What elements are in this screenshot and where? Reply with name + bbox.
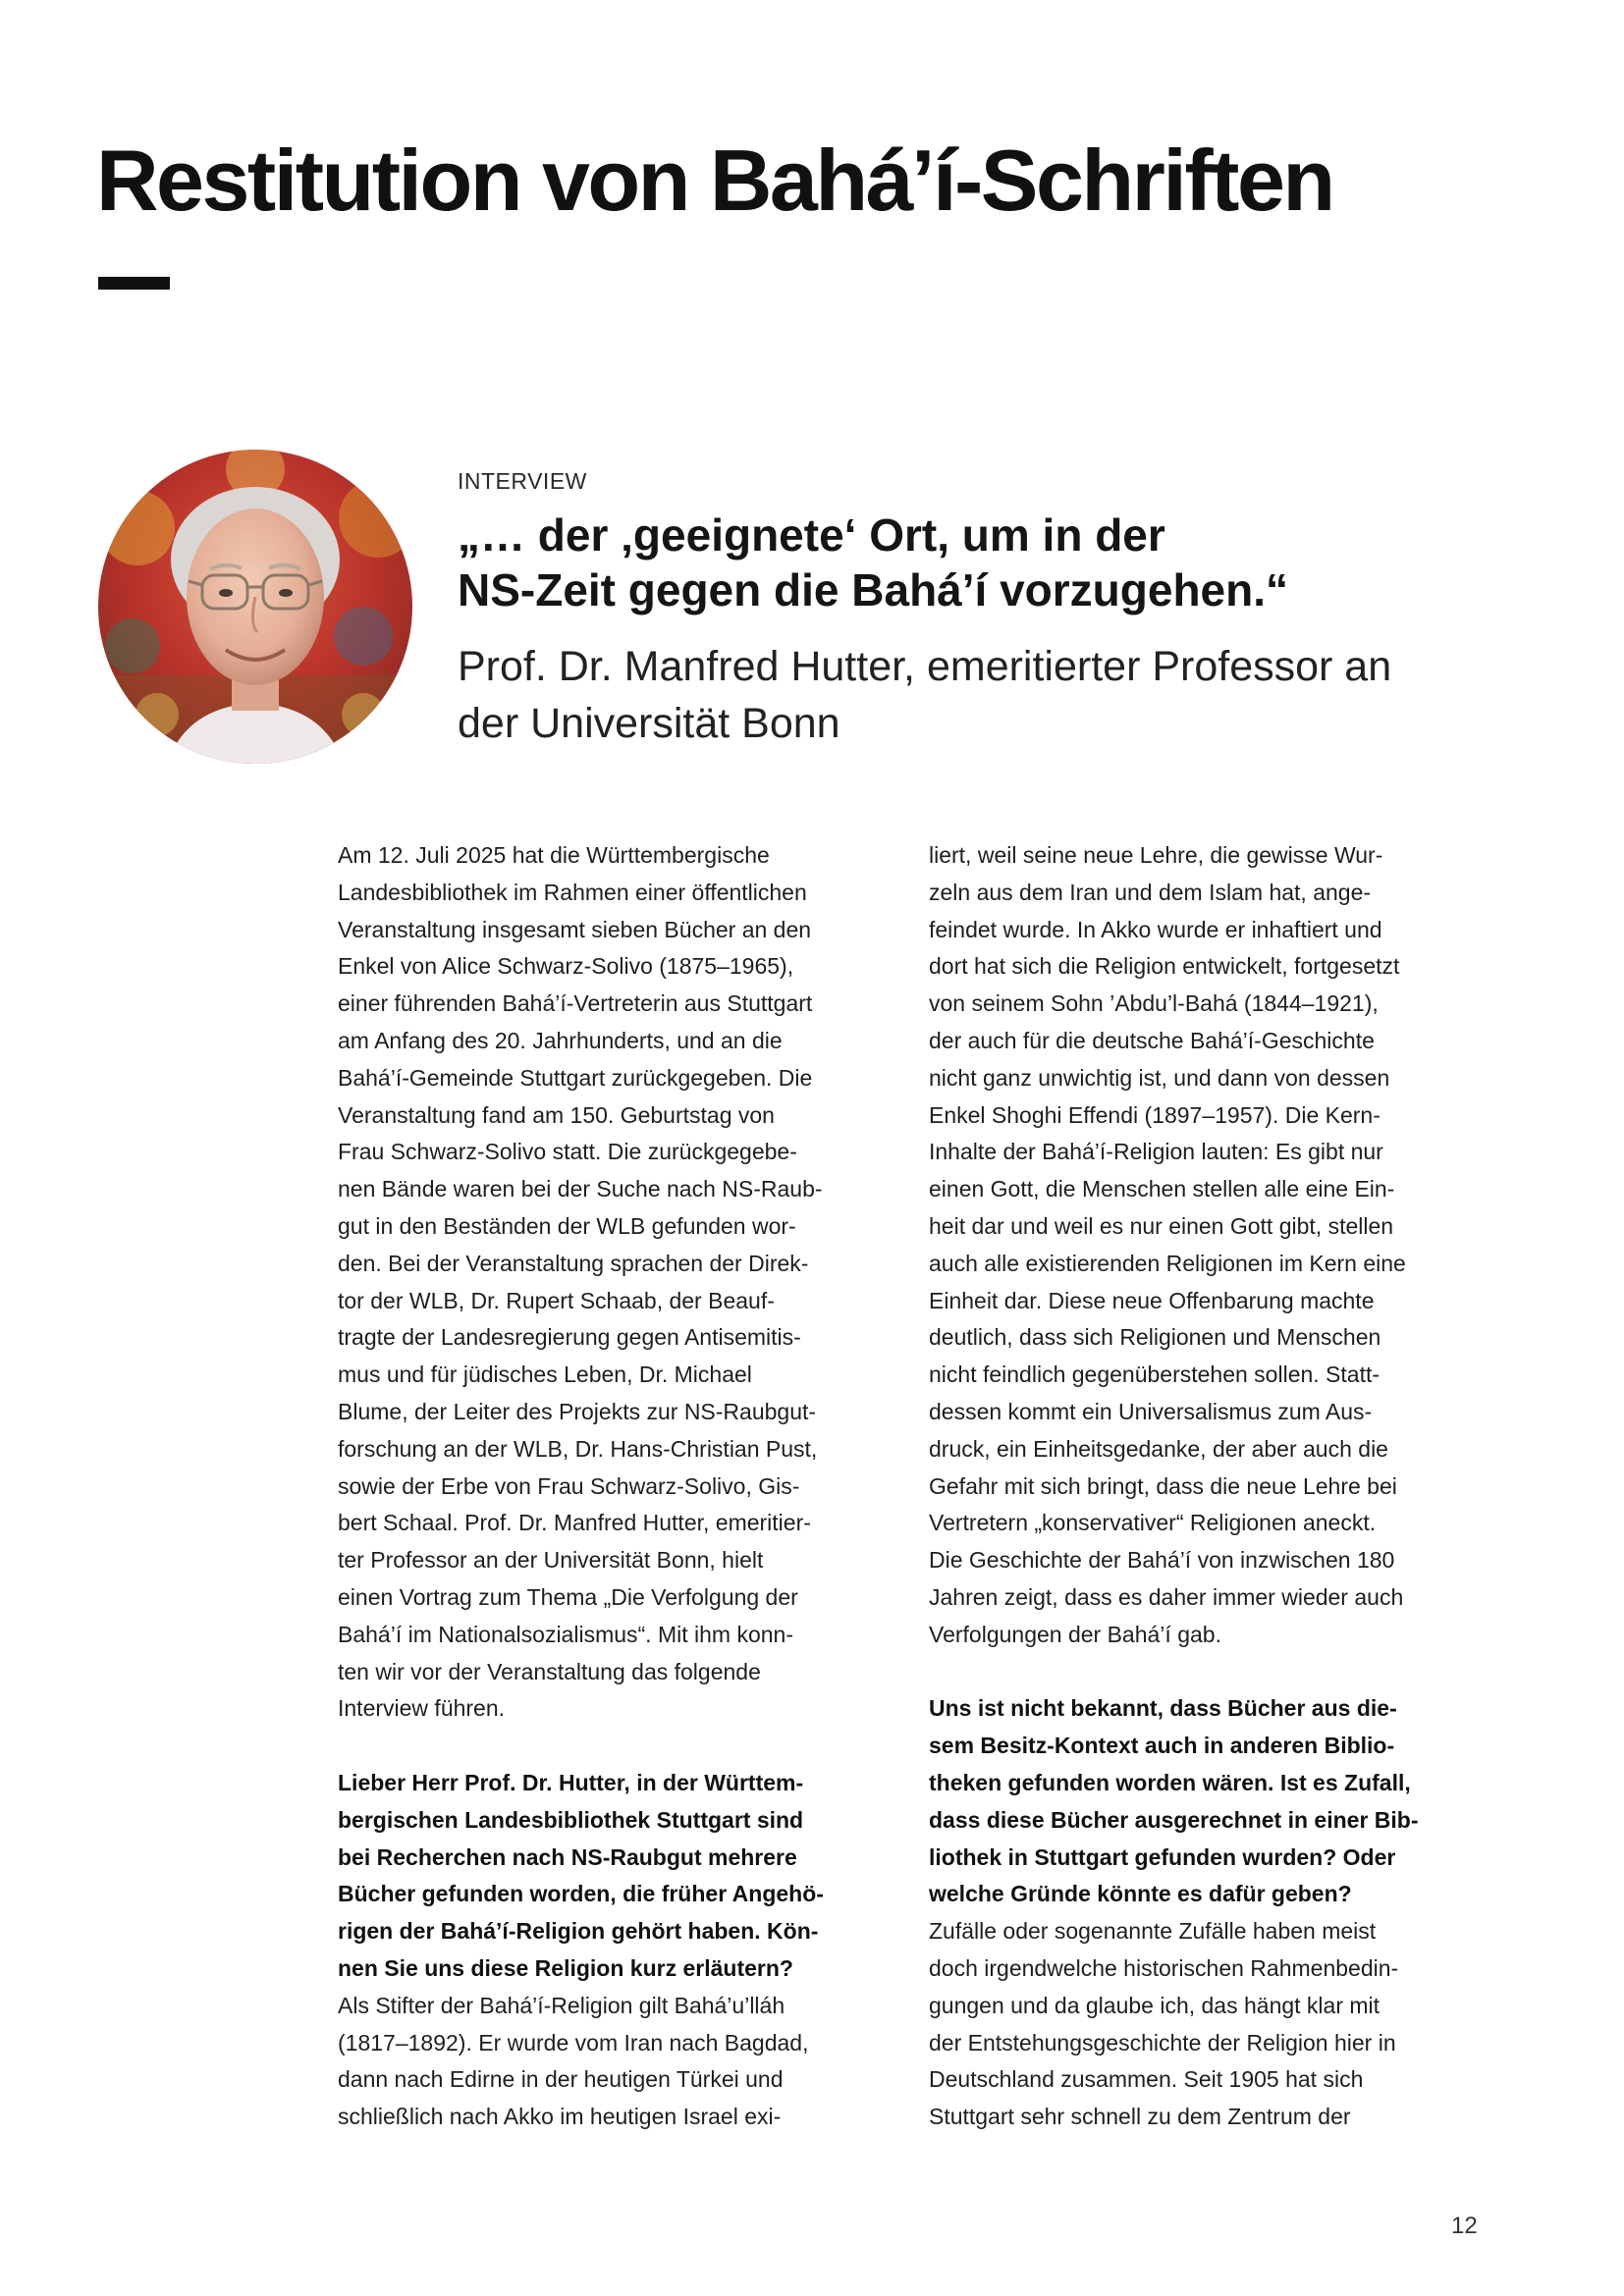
question-line: Uns ist nicht bekannt, dass Bücher aus die- (929, 1695, 1397, 1722)
text-line: Bahá’í-Gemeinde Stuttgart zurückgegeben. Die (338, 1064, 813, 1091)
text-line: nicht ganz unwichtig ist, und dann von dessen (929, 1064, 1390, 1091)
text-line: schließlich nach Akko im heutigen Israel exi- (338, 2104, 782, 2130)
title-rule (98, 277, 170, 290)
text-line: Deutschland zusammen. Seit 1905 hat sich (929, 2066, 1364, 2093)
text-line: Einheit dar. Diese neue Offenbarung machte (929, 1287, 1375, 1313)
question-line: welche Gründe könnte es dafür geben? (929, 1881, 1352, 1907)
paragraph-gap (929, 1654, 1508, 1691)
answer-1-continued (929, 837, 1508, 1654)
text-line: der Entstehungsgeschichte der Religion hier in (929, 2029, 1396, 2056)
text-line: dann nach Edirne in der heutigen Türkei und (338, 2066, 784, 2093)
interviewee-portrait (98, 450, 412, 764)
text-line: Frau Schwarz-Solivo statt. Die zurückgegebe- (338, 1139, 797, 1165)
text-line: dort hat sich die Religion entwickelt, fortgesetzt (929, 953, 1400, 980)
text-line: einen Vortrag zum Thema „Die Verfolgung der (338, 1583, 798, 1610)
question-line: theken gefunden worden wären. Ist es Zufall, (929, 1769, 1411, 1795)
text-line: (1817–1892). Er wurde vom Iran nach Bagdad, (338, 2029, 809, 2056)
text-line: sowie der Erbe von Frau Schwarz-Solivo, Gis- (338, 1472, 800, 1499)
byline-line: der Universität Bonn (458, 700, 840, 747)
question-line: bei Recherchen nach NS-Raubgut mehrere (338, 1843, 797, 1870)
text-line: dessen kommt ein Universalismus zum Aus- (929, 1398, 1373, 1424)
text-line: Enkel von Alice Schwarz-Solivo (1875–1965), (338, 953, 794, 980)
question-line: bergischen Landesbibliothek Stuttgart sind (338, 1806, 804, 1833)
text-line: Als Stifter der Bahá’í-Religion gilt Bahá’u’lláh (338, 1992, 785, 2018)
text-line: mus und für jüdisches Leben, Dr. Michael (338, 1362, 752, 1388)
text-line: nen Bände waren bei der Suche nach NS-Raub- (338, 1176, 823, 1202)
text-line: Am 12. Juli 2025 hat die Württembergische (338, 842, 770, 868)
answer-2 (929, 1913, 1508, 2136)
text-line: am Anfang des 20. Jahrhunderts, und an die (338, 1027, 783, 1053)
paragraph-gap (338, 1728, 907, 1765)
text-line: bert Schaal. Prof. Dr. Manfred Hutter, emeritier- (338, 1510, 811, 1536)
article-column-left (338, 837, 907, 2136)
text-line: Zufälle oder sogenannte Zufälle haben meist (929, 1918, 1377, 1945)
text-line: Landesbibliothek im Rahmen einer öffentlichen (338, 879, 807, 905)
article-column-right (929, 837, 1508, 2136)
text-line: Veranstaltung insgesamt sieben Bücher an den (338, 916, 812, 942)
text-line: von seinem Sohn ’Abdu’l-Bahá (1844–1921), (929, 990, 1379, 1017)
text-line: forschung an der WLB, Dr. Hans-Christian Pust, (338, 1435, 818, 1462)
question-1 (338, 1765, 907, 1988)
text-line: feindet wurde. In Akko wurde er inhaftiert und (929, 916, 1382, 942)
intro-paragraph (338, 837, 907, 1728)
text-line: Inhalte der Bahá’í-Religion lauten: Es gibt nur (929, 1139, 1383, 1165)
question-2 (929, 1690, 1508, 1913)
question-line: rigen der Bahá’í-Religion gehört haben. Kön- (338, 1918, 819, 1945)
text-line: doch irgendwelche historischen Rahmenbedin- (929, 1954, 1399, 1981)
headline-line: „… der ‚geeignete‘ Ort, um in der (458, 509, 1165, 561)
text-line: druck, ein Einheitsgedanke, der aber auch die (929, 1435, 1388, 1462)
page-title: Restitution von Bahá’í-Schriften (96, 132, 1333, 229)
text-line: Veranstaltung fand am 150. Geburtstag von (338, 1101, 775, 1128)
question-line: Bücher gefunden worden, die früher Angehö- (338, 1881, 824, 1907)
question-line: Lieber Herr Prof. Dr. Hutter, in der Württem- (338, 1769, 804, 1795)
text-line: liert, weil seine neue Lehre, die gewisse Wur- (929, 842, 1383, 868)
text-line: Bahá’í im Nationalsozialismus“. Mit ihm konn- (338, 1621, 793, 1647)
text-line: Blume, der Leiter des Projekts zur NS-Raubgut- (338, 1398, 817, 1424)
interview-headline (458, 507, 1518, 617)
text-line: nicht feindlich gegenüberstehen sollen. Statt- (929, 1362, 1380, 1388)
text-line: Gefahr mit sich bringt, dass die neue Lehre bei (929, 1472, 1397, 1499)
text-line: Vertretern „konservativer“ Religionen aneckt. (929, 1510, 1377, 1536)
text-line: einer führenden Bahá’í-Vertreterin aus Stuttgart (338, 990, 813, 1017)
section-kicker: INTERVIEW (458, 468, 587, 494)
question-line: sem Besitz-Kontext auch in anderen Biblio- (929, 1733, 1395, 1759)
text-line: Verfolgungen der Bahá’í gab. (929, 1621, 1221, 1647)
text-line: ten wir vor der Veranstaltung das folgende (338, 1658, 761, 1684)
text-line: den. Bei der Veranstaltung sprachen der Direk- (338, 1250, 809, 1276)
text-line: ter Professor an der Universität Bonn, hielt (338, 1547, 764, 1574)
text-line: gut in den Beständen der WLB gefunden wor- (338, 1212, 796, 1239)
headline-line: NS-Zeit gegen die Bahá’í vorzugehen.“ (458, 564, 1289, 615)
answer-1 (338, 1988, 907, 2136)
page-number: 12 (1451, 2213, 1478, 2239)
text-line: Stuttgart sehr schnell zu dem Zentrum der (929, 2104, 1351, 2130)
text-line: tor der WLB, Dr. Rupert Schaab, der Beauf- (338, 1287, 775, 1313)
interviewee-byline (458, 638, 1538, 752)
text-line: Interview führen. (338, 1695, 506, 1722)
question-line: dass diese Bücher ausgerechnet in einer Bib- (929, 1806, 1419, 1833)
text-line: deutlich, dass sich Religionen und Menschen (929, 1324, 1381, 1351)
question-line: liothek in Stuttgart gefunden wurden? Oder (929, 1843, 1396, 1870)
text-line: heit dar und weil es nur einen Gott gibt, stellen (929, 1212, 1394, 1239)
text-line: der auch für die deutsche Bahá’í-Geschichte (929, 1027, 1375, 1053)
text-line: Die Geschichte der Bahá’í von inzwischen 180 (929, 1547, 1395, 1574)
text-line: Jahren zeigt, dass es daher immer wieder auch (929, 1583, 1404, 1610)
byline-line: Prof. Dr. Manfred Hutter, emeritierter Professor an (458, 643, 1392, 690)
text-line: zeln aus dem Iran und dem Islam hat, ange- (929, 879, 1372, 905)
text-line: tragte der Landesregierung gegen Antisemitis- (338, 1324, 801, 1351)
question-line: nen Sie uns diese Religion kurz erläutern? (338, 1954, 793, 1981)
text-line: gungen und da glaube ich, das hängt klar mit (929, 1992, 1380, 2018)
text-line: auch alle existierenden Religionen im Kern eine (929, 1250, 1406, 1276)
text-line: Enkel Shoghi Effendi (1897–1957). Die Kern- (929, 1101, 1380, 1128)
text-line: einen Gott, die Menschen stellen alle eine Ein- (929, 1176, 1395, 1202)
